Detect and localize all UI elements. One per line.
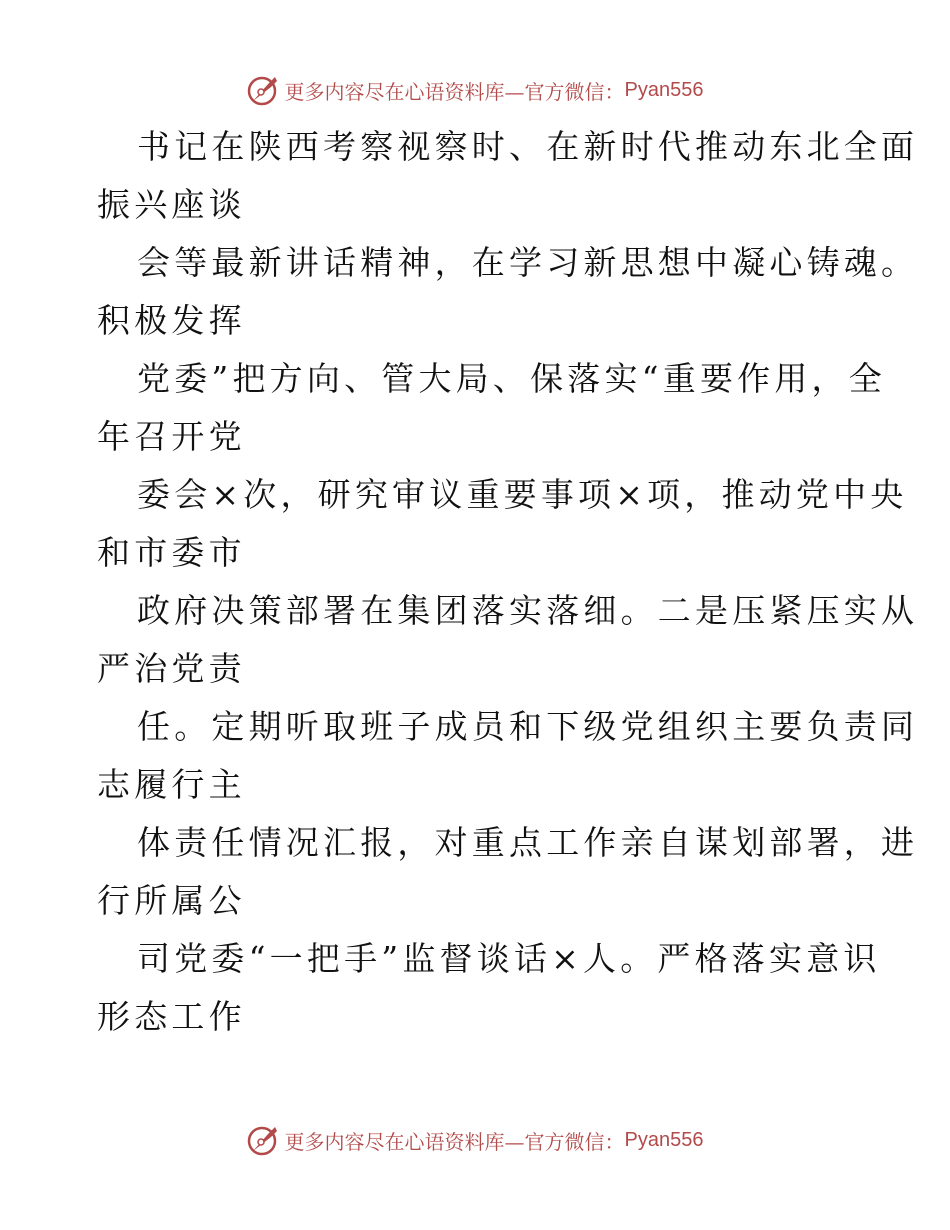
text-line: 形态工作 [97,997,246,1036]
document-body [97,118,919,1046]
header-banner [0,70,950,110]
text-line: 振兴座谈 [97,185,246,224]
text-line: 党委”把方向、管大局、保落实“重要作用，全 [137,359,886,398]
text-line: 司党委“一把手”监督谈话×人。严格落实意识 [137,939,881,978]
text-line: 书记在陕西考察视察时、在新时代推动东北全面 [137,127,919,166]
footer-wechat-id: Pyan556 [624,1128,704,1151]
text-line: 政府决策部署在集团落实落细。二是压紧压实从 [137,591,919,630]
footer-banner [0,1120,950,1160]
pen-nib-circle-icon [247,1123,281,1157]
text-line: 严治党责 [97,649,246,688]
footer-banner-text: 更多内容尽在心语资料库—官方微信： [284,1129,625,1154]
pen-nib-circle-icon [247,73,281,107]
text-line: 任。定期听取班子成员和下级党组织主要负责同 [137,707,919,746]
text-line: 行所属公 [97,881,246,920]
text-line: 和市委市 [97,533,246,572]
text-line: 志履行主 [97,765,246,804]
header-wechat-id: Pyan556 [624,78,704,101]
text-line: 委会×次，研究审议重要事项×项，推动党中央 [137,475,908,514]
text-line: 年召开党 [97,417,246,456]
header-banner-text: 更多内容尽在心语资料库—官方微信： [284,79,625,104]
text-line: 体责任情况汇报，对重点工作亲自谋划部署，进 [137,823,919,862]
text-line: 积极发挥 [97,301,246,340]
text-line: 会等最新讲话精神，在学习新思想中凝心铸魂。 [137,243,919,282]
